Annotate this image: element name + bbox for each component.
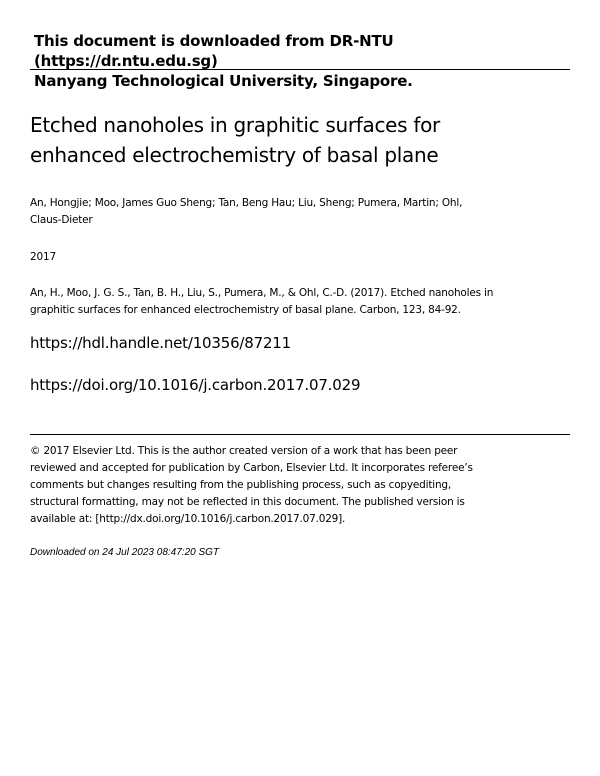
header-divider [30,69,570,70]
publication-year: 2017 [30,251,56,263]
copyright-divider [30,434,570,435]
doi-link[interactable]: https://doi.org/10.1016/j.carbon.2017.07.029 [30,376,361,394]
authors-line-1: An, Hongjie; Moo, James Guo Sheng; Tan, Beng Hau; Liu, Sheng; Pumera, Martin; Ohl, [30,197,463,209]
authors-line-2: Claus-Dieter [30,214,93,226]
document-title [30,110,570,170]
header-source-line: This document is downloaded from DR-NTU (https://dr.ntu.edu.sg) [34,32,394,70]
authors [30,195,550,229]
copyright-line-3: comments but changes resulting from the publishing process, such as copyediting, [30,479,452,491]
header-institution-line: Nanyang Technological University, Singapore. [34,72,413,90]
copyright-line-5: available at: [http://dx.doi.org/10.1016/j.carbon.2017.07.029]. [30,513,346,525]
handle-link[interactable]: https://hdl.handle.net/10356/87211 [30,334,291,352]
copyright-line-4: structural formatting, may not be reflected in this document. The published version is [30,496,465,508]
title-line-2: enhanced electrochemistry of basal plane [30,143,439,167]
download-timestamp: Downloaded on 24 Jul 2023 08:47:20 SGT [30,547,220,558]
repository-header [34,31,570,91]
citation-line-2: graphitic surfaces for enhanced electrochemistry of basal plane. Carbon, 123, 84-92. [30,304,461,316]
copyright-line-1: © 2017 Elsevier Ltd. This is the author created version of a work that has been peer [30,445,458,457]
copyright-notice [30,443,490,528]
citation [30,285,550,319]
copyright-line-2: reviewed and accepted for publication by Carbon, Elsevier Ltd. It incorporates referee’s [30,462,473,474]
citation-line-1: An, H., Moo, J. G. S., Tan, B. H., Liu, S., Pumera, M., & Ohl, C.-D. (2017). Etched nanoholes in [30,287,494,299]
title-line-1: Etched nanoholes in graphitic surfaces for [30,113,440,137]
